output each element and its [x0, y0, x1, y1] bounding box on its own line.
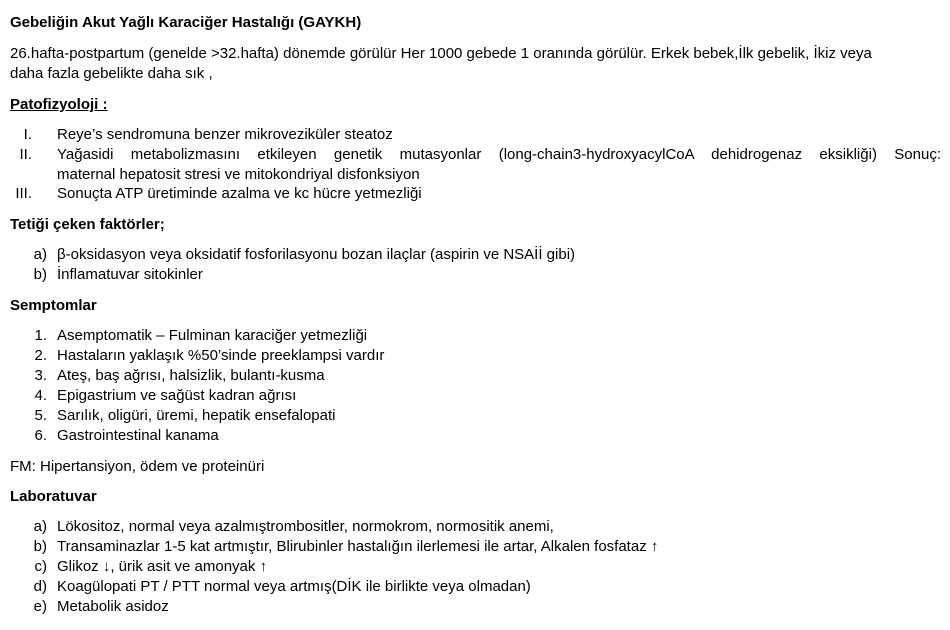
tetik-heading: Tetiği çeken faktörler;	[10, 216, 165, 233]
list-item: Epigastrium ve sağüst kadran ağrısı	[57, 387, 297, 404]
list-marker: 2.	[34, 347, 47, 364]
fm-line: FM: Hipertansiyon, ödem ve proteinüri	[10, 458, 265, 475]
list-marker: c)	[34, 558, 47, 575]
list-marker: b)	[33, 538, 47, 555]
list-item: Sonuçta ATP üretiminde azalma ve kc hücre yetmezliği	[57, 185, 422, 202]
list-item: Reye’s sendromuna benzer mikroveziküler steatoz	[57, 126, 393, 143]
list-item: Asemptomatik – Fulminan karaciğer yetmezliği	[57, 327, 368, 344]
list-marker: 3.	[34, 367, 47, 384]
list-marker: d)	[33, 578, 47, 595]
list-item: Ateş, baş ağrısı, halsizlik, bulantı-kusma	[57, 367, 325, 384]
list-marker: 1.	[34, 327, 47, 344]
list-marker: II.	[19, 146, 32, 163]
list-item: Hastaların yaklaşık %50’sinde preeklampsi vardır	[57, 347, 385, 364]
list-item: Transaminazlar 1-5 kat artmıştır, Blirubinler hastalığın ilerlemesi ile artar, Alkalen fosfataz ↑	[57, 538, 659, 555]
list-marker: 6.	[34, 427, 47, 444]
list-item: Yağasidi metabolizmasını etkileyen genetik mutasyonlar (long-chain3-hydroxyacylCoA dehidrogenaz eksikliği) Sonuç:	[57, 146, 941, 163]
list-item: β-oksidasyon veya oksidatif fosforilasyonu bozan ilaçlar (aspirin ve NSAİİ gibi)	[57, 246, 576, 263]
list-marker: e)	[33, 598, 47, 615]
list-marker: I.	[23, 126, 32, 143]
intro-line-1: 26.hafta-postpartum (genelde >32.hafta) dönemde görülür Her 1000 gebede 1 oranında görülür. Erkek bebek,İlk gebelik, İkiz veya	[10, 45, 872, 62]
list-marker: 4.	[34, 387, 47, 404]
list-marker: 5.	[34, 407, 47, 424]
list-item: Koagülopati PT / PTT normal veya artmış(DİK ile birlikte veya olmadan)	[57, 578, 531, 595]
list-marker: a)	[33, 518, 47, 535]
list-item: Metabolik asidoz	[57, 598, 169, 615]
list-item: Sarılık, oligüri, üremi, hepatik ensefalopati	[57, 407, 336, 424]
document-title: Gebeliğin Akut Yağlı Karaciğer Hastalığı (GAYKH)	[10, 14, 362, 31]
list-item: Lökositoz, normal veya azalmıştrombositler, normokrom, normositik anemi,	[57, 518, 554, 535]
patofizyoloji-heading: Patofizyoloji :	[10, 96, 108, 113]
list-item: Gastrointestinal kanama	[57, 427, 219, 444]
list-marker: a)	[33, 246, 47, 263]
semptomlar-heading: Semptomlar	[10, 297, 97, 314]
list-item-continuation: maternal hepatosit stresi ve mitokondriyal disfonksiyon	[57, 166, 420, 183]
laboratuvar-heading: Laboratuvar	[10, 488, 97, 505]
list-item: İnflamatuvar sitokinler	[57, 266, 203, 283]
list-marker: III.	[15, 185, 32, 202]
intro-line-2: daha fazla gebelikte daha sık ,	[10, 65, 213, 82]
list-marker: b)	[33, 266, 47, 283]
list-item: Glikoz ↓, ürik asit ve amonyak ↑	[57, 558, 268, 575]
